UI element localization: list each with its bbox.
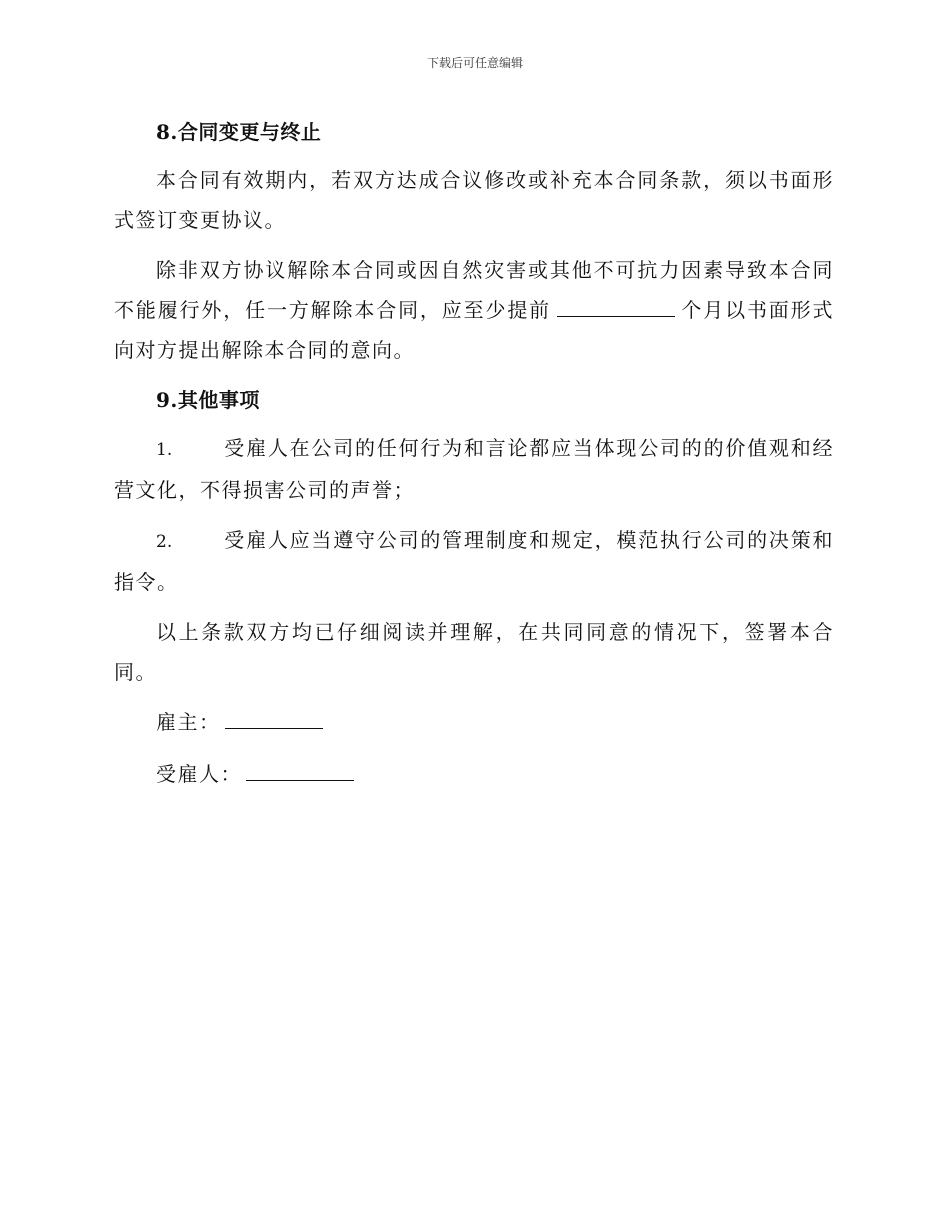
- section-9-item-2: [114, 520, 834, 602]
- item-number: 2.: [156, 532, 173, 552]
- item-text: 受雇人在公司的任何行为和言论都应当体现公司的的价值观和经营文化，不得损害公司的声誉；: [114, 436, 834, 502]
- item-text: 受雇人应当遵守公司的管理制度和规定，模范执行公司的决策和指令。: [114, 528, 834, 594]
- section-8-paragraph-2-after: 个月以书面形式向对方提出解除本合同的意向。: [114, 298, 835, 362]
- section-8-title: 8.合同变更与终止: [156, 120, 322, 144]
- closing-statement: 以上条款双方均已仔细阅读并理解，在共同同意的情况下，签署本合同。: [114, 620, 834, 684]
- employer-signature-line: [114, 702, 834, 742]
- section-9-title: 9.其他事项: [156, 388, 260, 412]
- section-8-paragraph-2: [114, 250, 834, 370]
- section-9-item-1: [114, 428, 834, 510]
- item-number: 1.: [156, 440, 173, 460]
- section-8-paragraph-2-before: 除非双方协议解除本合同或因自然灾害或其他不可抗力因素导致本合同不能履行外，任一方解除本合同，应至少提前: [114, 258, 834, 322]
- employee-label: 受雇人：: [156, 762, 242, 786]
- employer-label: 雇主：: [156, 710, 221, 734]
- employer-signature-blank[interactable]: [225, 706, 323, 729]
- section-8-paragraph-1: 本合同有效期内，若双方达成合议修改或补充本合同条款，须以书面形式签订变更协议。: [114, 168, 834, 232]
- notice-months-blank[interactable]: [557, 294, 675, 317]
- document-body: [114, 112, 834, 806]
- page-header: 下载后可任意编辑: [426, 56, 523, 70]
- employee-signature-blank[interactable]: [246, 758, 354, 781]
- employee-signature-line: [114, 754, 834, 794]
